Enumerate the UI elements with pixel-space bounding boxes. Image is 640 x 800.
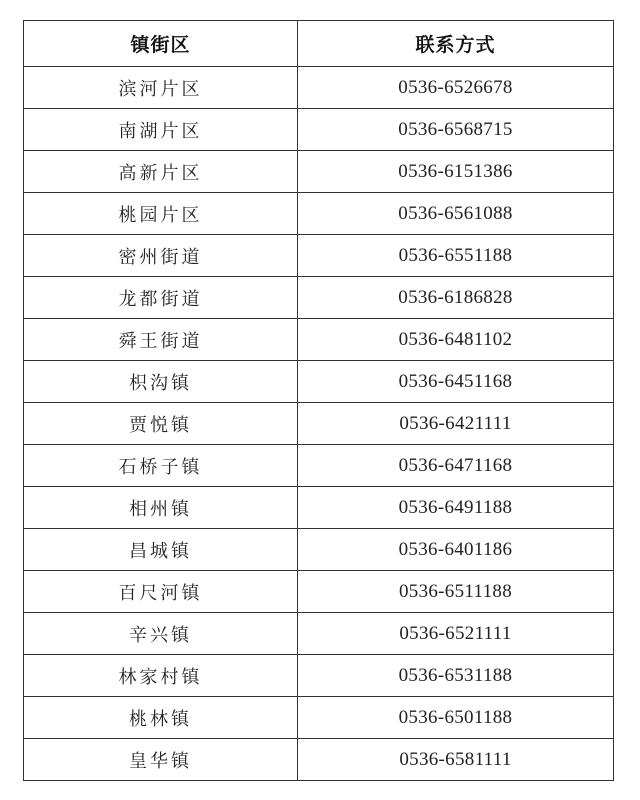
phone-cell: 0536-6151386	[298, 151, 614, 193]
phone-cell: 0536-6401186	[298, 529, 614, 571]
table-row	[24, 739, 614, 781]
phone-cell: 0536-6526678	[298, 67, 614, 109]
area-cell: 百尺河镇	[24, 571, 298, 613]
table-row	[24, 613, 614, 655]
table-row	[24, 655, 614, 697]
area-cell: 桃林镇	[24, 697, 298, 739]
area-cell: 密州街道	[24, 235, 298, 277]
area-cell: 枳沟镇	[24, 361, 298, 403]
area-cell: 皇华镇	[24, 739, 298, 781]
phone-cell: 0536-6451168	[298, 361, 614, 403]
phone-cell: 0536-6481102	[298, 319, 614, 361]
area-cell: 龙都街道	[24, 277, 298, 319]
table-row	[24, 403, 614, 445]
table-body	[24, 67, 614, 781]
phone-cell: 0536-6581111	[298, 739, 614, 781]
table-row	[24, 67, 614, 109]
phone-cell: 0536-6491188	[298, 487, 614, 529]
table-row	[24, 193, 614, 235]
table-row	[24, 529, 614, 571]
area-cell: 滨河片区	[24, 67, 298, 109]
table-row	[24, 571, 614, 613]
phone-cell: 0536-6511188	[298, 571, 614, 613]
area-cell: 桃园片区	[24, 193, 298, 235]
table-row	[24, 487, 614, 529]
area-cell: 辛兴镇	[24, 613, 298, 655]
phone-cell: 0536-6531188	[298, 655, 614, 697]
table-row	[24, 697, 614, 739]
table-row	[24, 319, 614, 361]
table-row	[24, 109, 614, 151]
table-row	[24, 235, 614, 277]
phone-cell: 0536-6471168	[298, 445, 614, 487]
table-row	[24, 151, 614, 193]
phone-cell: 0536-6551188	[298, 235, 614, 277]
area-cell: 昌城镇	[24, 529, 298, 571]
table-row	[24, 361, 614, 403]
phone-cell: 0536-6186828	[298, 277, 614, 319]
table-row	[24, 277, 614, 319]
header-phone: 联系方式	[298, 21, 614, 67]
contact-table	[23, 20, 614, 781]
area-cell: 石桥子镇	[24, 445, 298, 487]
header-area: 镇街区	[24, 21, 298, 67]
area-cell: 南湖片区	[24, 109, 298, 151]
area-cell: 林家村镇	[24, 655, 298, 697]
table-header-row	[24, 21, 614, 67]
phone-cell: 0536-6421111	[298, 403, 614, 445]
phone-cell: 0536-6561088	[298, 193, 614, 235]
area-cell: 相州镇	[24, 487, 298, 529]
phone-cell: 0536-6568715	[298, 109, 614, 151]
table-row	[24, 445, 614, 487]
phone-cell: 0536-6501188	[298, 697, 614, 739]
phone-cell: 0536-6521111	[298, 613, 614, 655]
area-cell: 贾悦镇	[24, 403, 298, 445]
area-cell: 高新片区	[24, 151, 298, 193]
area-cell: 舜王街道	[24, 319, 298, 361]
